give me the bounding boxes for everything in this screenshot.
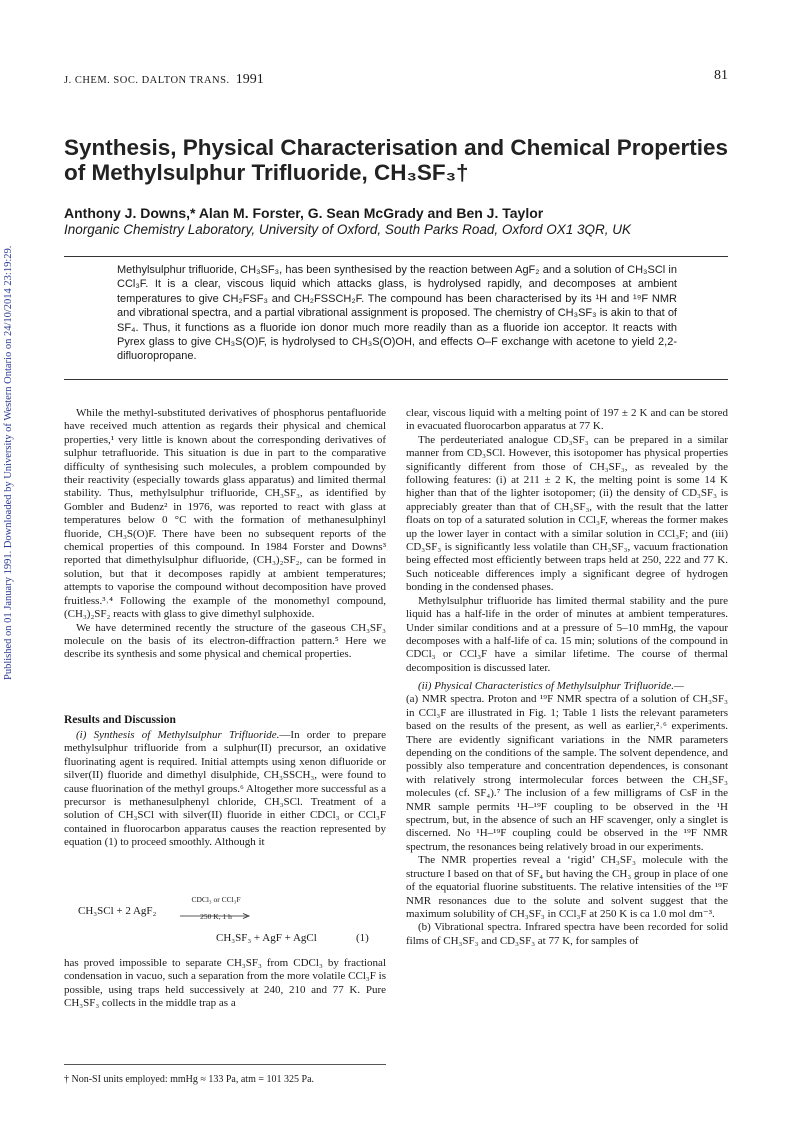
running-head [64, 72, 264, 88]
intro-paragraph-2: We have determined recently the structure of the gaseous CH₃SF₃ molecule on the basis of its electron-diffraction pattern.⁵ Here we describe its synthesis and some physical and chemical properties. [64, 621, 386, 661]
footnote: † Non-SI units employed: mmHg ≈ 133 Pa, atm = 101 325 Pa. [64, 1074, 315, 1085]
after-equation-paragraph [64, 957, 386, 1011]
left-column [64, 407, 386, 662]
journal-year: 1991 [235, 72, 264, 87]
abstract: Methylsulphur trifluoride, CH₃SF₃, has been synthesised by the reaction between AgF₂ and a solution of CH₃SCl in CCl₃F. It is a clear, viscous liquid which attacks glass, is hydrolysed rapidly, and decomposes at ambient temperatures to give CH₂FSF₃ and CH₂FSSCH₂F. The compound has been characterised by its ¹H and ¹⁹F NMR and vibrational spectra, and a partial vibrational assignment is proposed. The chemistry of CH₃SF₃ is akin to that of SF₄. Thus, it functions as a fluoride ion donor much more readily than as a fluoride ion acceptor. It reacts with Pyrex glass to give CH₃S(O)F, is hydrolysed to CH₃S(O)OH, and effects O–F exchange with acetone to yield 2,2-difluoropropane. [117, 264, 677, 363]
right-paragraph-3: Methylsulphur trifluoride has limited thermal stability and the pure liquid has a half-life in the order of minutes at ambient temperatures. Under similar conditions and at a pressure of 5–10 mmHg, the vapour decomposes with a half-life of ca. 15 min; solutions of the compound in CDCl₃ or CCl₃F have a similar lifetime. The course of thermal decomposition is discussed later. [406, 594, 728, 674]
article-title: Synthesis, Physical Characterisation and Chemical Properties of Methylsulphur Trifluoride, CH₃SF₃† [64, 135, 729, 185]
equation-rhs: CH₃SF₃ + AgF + AgCl [216, 932, 317, 944]
right-paragraph-1: clear, viscous liquid with a melting point of 197 ± 2 K and can be stored in evacuated fluorocarbon apparatus at 77 K. [406, 407, 728, 433]
physical-section [406, 680, 728, 948]
right-paragraph-5: The NMR properties reveal a ‘rigid’ CH₃SF₃ molecule with the structure I based on that of SF₄ but having the CH₃ group in place of one of the equatorial fluorine substituents. The relative intensities of the ¹⁹F NMR resonances due to the solute and solvent suggest that the maximum solubility of CH₃SF₃ in CCl₃F at 250 K is ca 1.0 mol dm⁻³. [406, 854, 728, 920]
page-number: 81 [714, 68, 728, 83]
right-column [406, 407, 728, 675]
footnote-divider [64, 1064, 386, 1065]
top-divider [64, 256, 728, 257]
synthesis-section [64, 729, 386, 850]
equation-condition-bottom: 250 K, 1 h [200, 912, 232, 921]
right-paragraph-6: (b) Vibrational spectra. Infrared spectra have been recorded for solid films of CH₃SF₃ and CD₃SF₃ at 77 K, for samples of [406, 921, 728, 947]
download-note[interactable]: Published on 01 January 1991. Downloaded by University of Western Ontario on 24/10/2014 23:19:29. [3, 245, 14, 680]
journal-name: J. CHEM. SOC. DALTON TRANS. [64, 75, 230, 86]
right-paragraph-4: (a) NMR spectra. Proton and ¹⁹F NMR spectra of a solution of CH₃SF₃ in CCl₃F are illustrated in Fig. 1; Table 1 lists the relevant parameters based on the results of the present, as well as earlier,²˒⁶ experiments. There are evidently significant variations in the NMR parameters depending on the conditions of the sample. The solvent dependence, and possibly also temperature and concentration dependences, is consonant with relatively strong intermolecular forces between the CH₃SF₃ molecules (cf. SF₄).⁷ The inclusion of a few milligrams of CsF in the NMR sample permits ¹H–¹⁹F coupling to be observed in the ¹H spectrum, but, in the absence of such an HF scavenger, only a singlet is discerned. No ¹H–¹⁹F coupling could be observed in the ¹⁹F NMR spectrum, the resonances being relatively broad in our experiments. [406, 693, 728, 853]
section-i-text: —In order to prepare methylsulphur trifluoride from a sulphur(II) precursor, an oxidative fluorinating agent is required. Initial attempts using xenon difluoride or silver(II) fluoride and dimethyl disulphide, CH₃SSCH₃, were found to cause fluorination of the methyl groups.⁶ Altogether more successful as a precursor is methanesulphenyl chloride, CH₃SCl. Treatment of a solution of CH₃SCl with silver(II) fluoride in either CDCl₃ or CCl₃F contained in fluorocarbon apparatus causes the reaction represented by equation (1) to proceed smoothly. Although it [64, 729, 387, 849]
author-list: Anthony J. Downs,* Alan M. Forster, G. Sean McGrady and Ben J. Taylor [64, 205, 544, 221]
equation-number: (1) [356, 932, 369, 944]
abstract-divider [64, 379, 728, 380]
section-i-label: (i) Synthesis of Methylsulphur Trifluoride. [76, 729, 280, 741]
section-ii-label: (ii) Physical Characteristics of Methylsulphur Trifluoride.— [418, 680, 684, 692]
right-paragraph-2: The perdeuteriated analogue CD₃SF₃ can be prepared in a similar manner from CD₃SCl. However, this isotopomer has physical properties significantly different from those of CH₃SF₃, as revealed by the following features: (i) at 211 ± 2 K, the melting point is some 14 K higher than that of the lighter isotopomer; (ii) the density of CD₃SF₃ is appreciably greater than that of CH₃SF₃, with the result that the latter floats on top of a saturated solution in CCl₃F, whereas the former makes up the lower layer in contact with a similar solution in CCl₃F; and (iii) CD₃SF₃ is significantly less volatile than CH₃SF₃, vacuum fractionation being effected most efficiently between traps held at 250, 222 and 77 K. Such noticeable differences imply a significant degree of hydrogen bonding in the condensed phases. [406, 433, 728, 594]
equation-condition-top: CDCl₃ or CCl₃F [191, 895, 241, 904]
intro-paragraph: While the methyl-substituted derivatives of phosphorus pentafluoride have received much attention as regards their physical and chemical properties,¹ very little is known about the corresponding derivatives of sulphur tetrafluoride. This situation is due in part to the comparative difficulty of synthesising such molecules, a problem compounded by their reactivity (especially towards glass apparatus) and limited thermal stability. Thus, methylsulphur trifluoride, CH₃SF₃, as identified by Gombler and Budenz² in 1976, was reported to react with glass at temperatures below 0 °C with the formation of methanesulphinyl fluoride, CH₃S(O)F. There have been no subsequent reports of the chemical properties of this compound. In 1984 Forster and Downs³ reported that dimethylsulphur difluoride, (CH₃)₂SF₂, can be formed in solution, but that it decomposes rapidly at ambient temperatures; attempts to vaporise the compound without decomposition have proved fruitless.³˒⁴ Following the example of the monomethyl compound, (CH₃)₂SF₂ reacts with glass to give dimethyl sulphoxide. [64, 407, 386, 621]
affiliation: Inorganic Chemistry Laboratory, University of Oxford, South Parks Road, Oxford OX1 3QR, UK [64, 222, 631, 237]
section-heading: Results and Discussion [64, 714, 176, 726]
equation-lhs: CH₃SCl + 2 AgF₂ [78, 905, 157, 917]
after-equation-text: has proved impossible to separate CH₃SF₃ from CDCl₃ by fractional condensation in vacuo, such a separation from the more volatile CCl₃F is possible, using traps held successively at 240, 210 and 77 K. Pure CH₃SF₃ collects in the middle trap as a [64, 957, 386, 1010]
download-sidebar [0, 210, 22, 680]
